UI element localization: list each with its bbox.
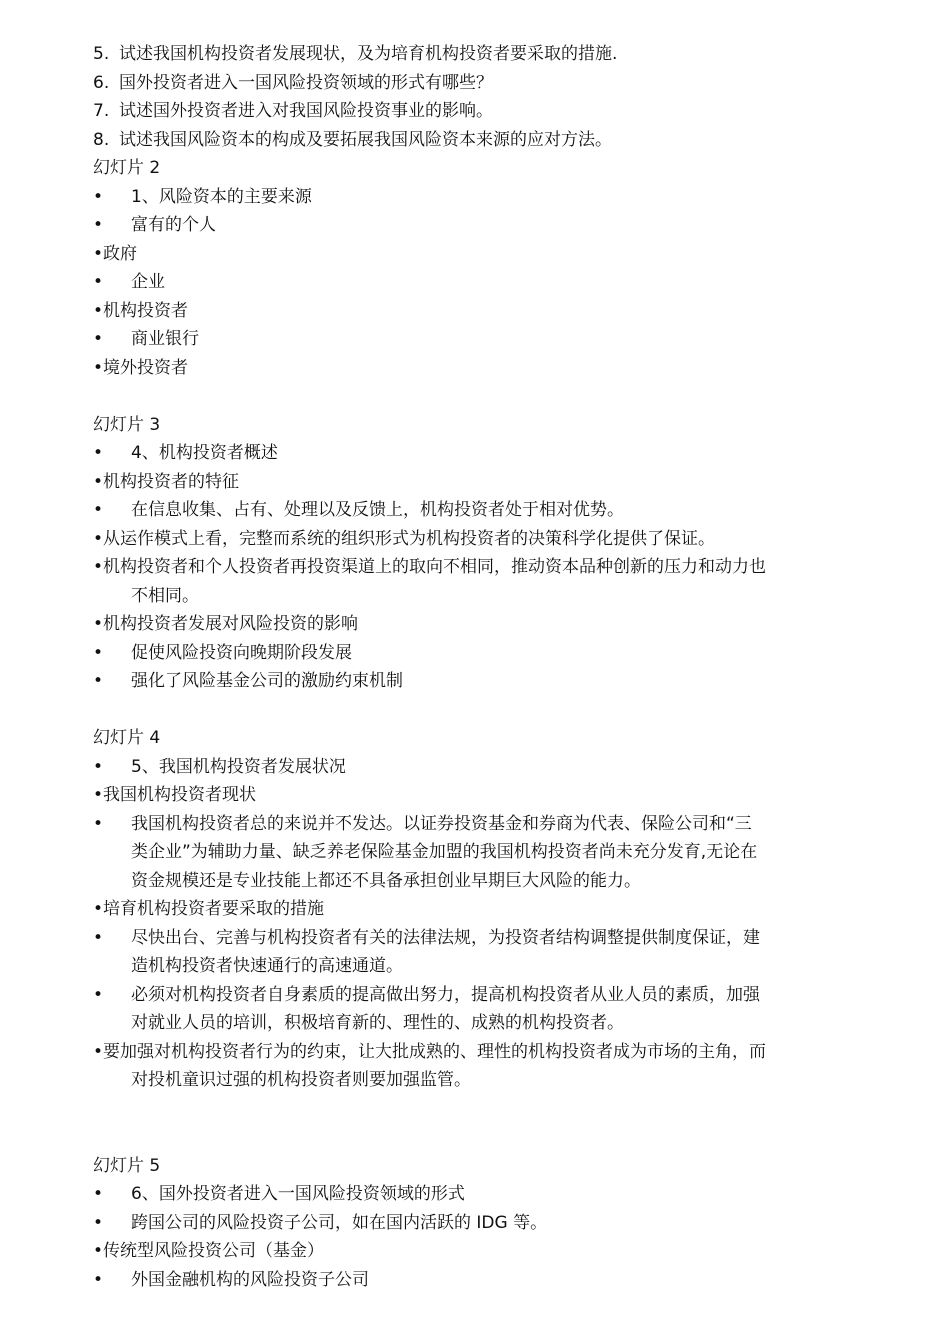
bullet-icon: • [93,329,104,349]
list-item-continuation: 造机构投资者快速通行的高速通道。 [131,956,403,976]
list-item-continuation: 资金规模还是专业技能上都还不具备承担创业早期巨大风险的能力。 [131,870,641,891]
document-page [93,40,858,1294]
list-item-continuation: 类企业”为辅助力量、缺乏养老保险基金加盟的我国机构投资者尚未充分发育,无论在 [131,842,758,862]
list-item: • 从运作模式上看，完整而系统的组织形式为机构投资者的决策科学化提供了保证。 [93,525,858,554]
list-item: • 境外投资者 [93,354,858,383]
list-item: • 跨国公司的风险投资子公司，如在国内活跃的 IDG 等。 [93,1209,858,1238]
list-item: • 在信息收集、占有、处理以及反馈上，机构投资者处于相对优势。 [93,496,858,525]
list-item: • 要加强对机构投资者行为的约束，让大批成熟的、理性的机构投资者成为市场的主角，而 [93,1038,858,1067]
question-item: 6. 国外投资者进入一国风险投资领域的形式有哪些？ [93,72,493,93]
bullet-icon: • [93,471,104,492]
question-item: 7. 试述国外投资者进入对我国风险投资事业的影响。 [93,101,493,121]
bullet-icon: • [93,1212,104,1233]
list-item: • 富有的个人 [93,211,858,240]
slide-title: 幻灯片 4 [93,728,161,748]
bullet-icon: • [93,671,104,691]
bullet-icon: • [93,1184,104,1204]
bullet-icon: • [93,215,104,235]
bullet-icon: • [93,756,104,777]
slide-2-section [93,154,858,382]
list-item: • 6、国外投资者进入一国风险投资领域的形式 [93,1180,858,1209]
bullet-icon: • [93,927,104,948]
list-item-continuation: 对投机童识过强的机构投资者则要加强监管。 [131,1070,471,1090]
bullet-icon: • [93,984,104,1005]
list-item: • 尽快出台、完善与机构投资者有关的法律法规，为投资者结构调整提供制度保证，建 [93,924,858,953]
bullet-icon: • [93,500,104,520]
list-item: • 机构投资者的特征 [93,468,858,497]
slide-3-section [93,411,858,696]
list-item: • 我国机构投资者现状 [93,781,858,810]
bullet-icon: • [93,1241,104,1261]
list-item: • 商业银行 [93,325,858,354]
question-list [93,40,858,154]
list-item: • 机构投资者发展对风险投资的影响 [93,610,858,639]
list-item: • 培育机构投资者要采取的措施 [93,895,858,924]
spacer [93,696,858,725]
list-item: • 外国金融机构的风险投资子公司 [93,1266,858,1295]
list-item: • 1、风险资本的主要来源 [93,183,858,212]
slide-title: 幻灯片 2 [93,158,161,178]
bullet-icon: • [93,614,104,634]
bullet-icon: • [93,186,104,207]
bullet-icon: • [93,243,104,264]
spacer [93,382,858,411]
slide-title: 幻灯片 5 [93,1155,161,1176]
list-item-continuation: 不相同。 [131,585,199,606]
list-item: • 传统型风险投资公司（基金） [93,1237,858,1266]
bullet-icon: • [93,1269,104,1290]
bullet-icon: • [93,300,104,321]
bullet-icon: • [93,443,104,463]
bullet-icon: • [93,899,104,919]
bullet-icon: • [93,1041,104,1062]
slide-4-section [93,724,858,1095]
bullet-icon: • [93,272,104,292]
bullet-icon: • [93,357,104,378]
question-item: 5. 试述我国机构投资者发展现状，及为培育机构投资者要采取的措施. [93,44,618,64]
list-item: • 我国机构投资者总的来说并不发达。以证券投资基金和券商为代表、保险公司和“三 [93,810,858,839]
slide-5-section [93,1152,858,1295]
list-item: • 4、机构投资者概述 [93,439,858,468]
spacer [93,1095,858,1152]
list-item: • 必须对机构投资者自身素质的提高做出努力，提高机构投资者从业人员的素质，加强 [93,981,858,1010]
list-item: • 企业 [93,268,858,297]
bullet-icon: • [93,557,104,577]
bullet-icon: • [93,642,104,663]
list-item: • 促使风险投资向晚期阶段发展 [93,639,858,668]
list-item: • 机构投资者和个人投资者再投资渠道上的取向不相同，推动资本品种创新的压力和动力也 [93,553,858,582]
bullet-icon: • [93,528,104,549]
bullet-icon: • [93,813,104,834]
bullet-icon: • [93,785,104,805]
slide-title: 幻灯片 3 [93,414,161,435]
list-item: • 5、我国机构投资者发展状况 [93,753,858,782]
list-item: • 机构投资者 [93,297,858,326]
list-item: • 政府 [93,240,858,269]
question-item: 8. 试述我国风险资本的构成及要拓展我国风险资本来源的应对方法。 [93,129,612,150]
list-item-continuation: 对就业人员的培训，积极培育新的、理性的、成熟的机构投资者。 [131,1013,624,1033]
list-item: • 强化了风险基金公司的激励约束机制 [93,667,858,696]
